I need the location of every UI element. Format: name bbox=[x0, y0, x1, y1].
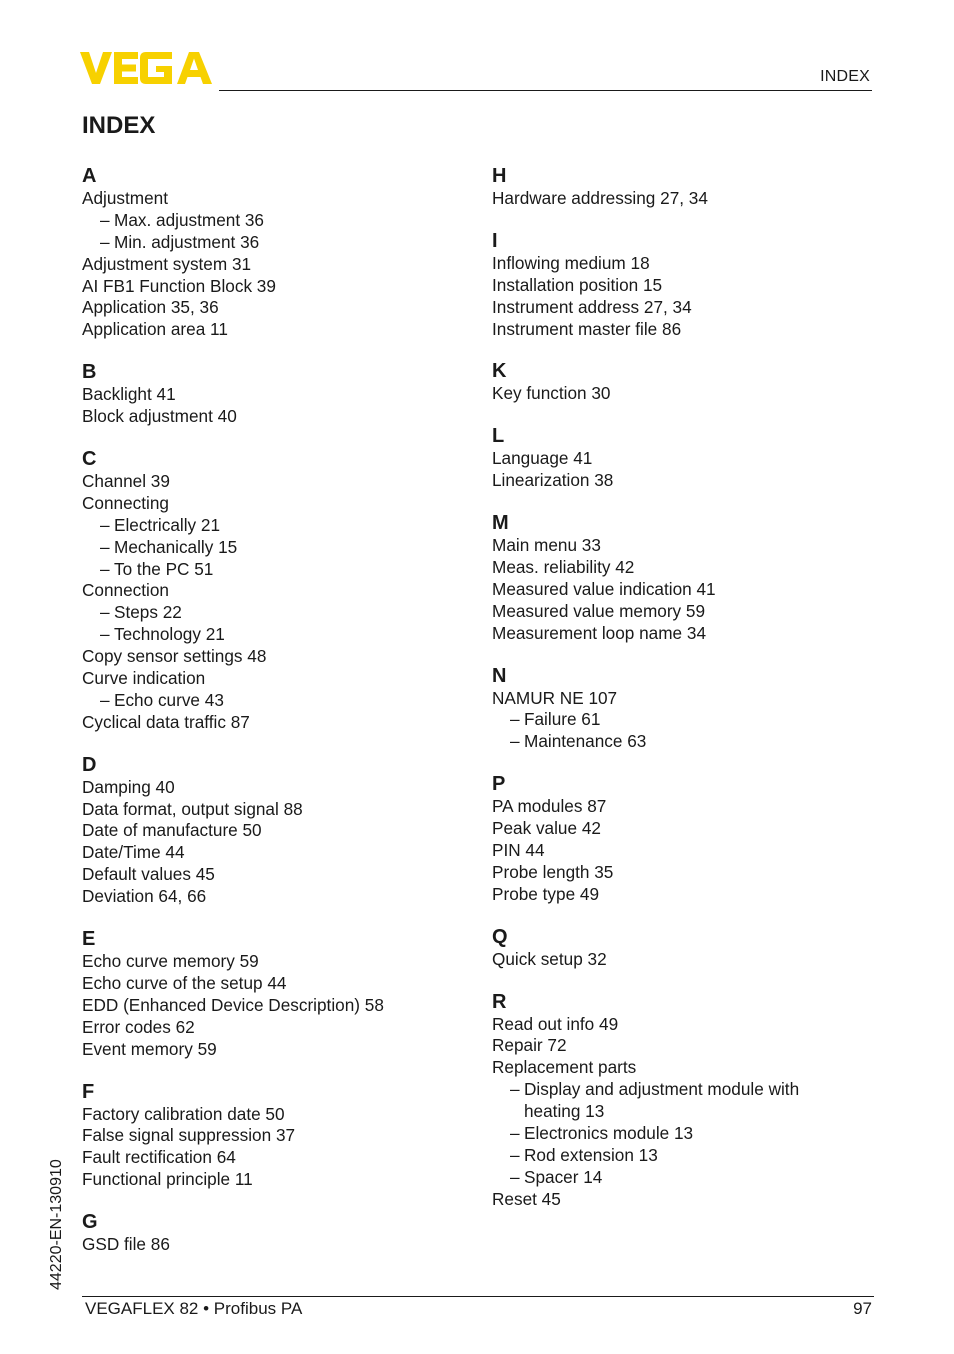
index-entry: Data format, output signal 88 bbox=[82, 798, 303, 819]
index-section-l bbox=[492, 424, 892, 492]
header-section-label: INDEX bbox=[820, 68, 870, 85]
index-section-e bbox=[82, 927, 482, 1060]
index-entry: Deviation 64, 66 bbox=[82, 886, 207, 907]
index-entry: Peak value 42 bbox=[492, 818, 601, 839]
dash-glyph: – bbox=[100, 689, 110, 710]
index-entry: PIN 44 bbox=[492, 840, 545, 861]
index-section-m bbox=[492, 511, 892, 644]
section-letter: A bbox=[82, 165, 97, 187]
index-entry: Replacement parts bbox=[492, 1057, 637, 1078]
section-letter: H bbox=[492, 165, 507, 187]
index-subentry bbox=[82, 210, 482, 232]
section-letter: C bbox=[82, 448, 97, 471]
header-rule bbox=[219, 90, 872, 91]
index-entry: EDD (Enhanced Device Description) 58 bbox=[82, 994, 384, 1015]
index-entry: Cyclical data traffic 87 bbox=[82, 711, 250, 732]
subentry-text: Maintenance 63 bbox=[524, 731, 647, 752]
index-column-right bbox=[492, 164, 892, 1211]
index-entry: Application 35, 36 bbox=[82, 297, 219, 318]
index-entry: Measured value memory 59 bbox=[492, 600, 706, 621]
index-subentry bbox=[82, 537, 482, 559]
index-entry: Language 41 bbox=[492, 448, 593, 469]
index-entry: NAMUR NE 107 bbox=[492, 687, 618, 708]
index-entry: GSD file 86 bbox=[82, 1234, 170, 1255]
section-letter: L bbox=[492, 425, 505, 448]
dash-glyph: – bbox=[510, 709, 520, 730]
index-entry: Copy sensor settings 48 bbox=[82, 646, 267, 667]
section-letter: D bbox=[82, 753, 97, 776]
dash-glyph: – bbox=[510, 1123, 520, 1144]
subentry-text: Steps 22 bbox=[114, 602, 182, 623]
index-section-i bbox=[492, 229, 892, 341]
section-letter: E bbox=[82, 928, 96, 951]
index-entry: Application area 11 bbox=[82, 319, 228, 340]
index-entry: Main menu 33 bbox=[492, 535, 601, 556]
index-subentry bbox=[82, 559, 482, 581]
index-entry: False signal suppression 37 bbox=[82, 1125, 296, 1146]
dash-glyph: – bbox=[510, 1079, 520, 1100]
index-section-n bbox=[492, 664, 892, 754]
index-entry: Measurement loop name 34 bbox=[492, 622, 707, 643]
index-entry: Installation position 15 bbox=[492, 274, 663, 295]
index-entry: AI FB1 Function Block 39 bbox=[82, 275, 276, 296]
index-entry: Adjustment bbox=[82, 188, 168, 208]
index-subentry bbox=[492, 1123, 892, 1145]
index-entry: Meas. reliability 42 bbox=[492, 557, 635, 578]
page-title: INDEX bbox=[82, 112, 156, 139]
index-entry: Linearization 38 bbox=[492, 470, 614, 491]
index-column-left bbox=[82, 164, 482, 1256]
index-section-c bbox=[82, 447, 482, 734]
index-entry: Factory calibration date 50 bbox=[82, 1103, 285, 1124]
section-letter: B bbox=[82, 361, 97, 384]
index-entry: Instrument master file 86 bbox=[492, 318, 682, 339]
dash-glyph: – bbox=[100, 602, 110, 623]
index-section-r bbox=[492, 990, 892, 1211]
index-entry: Instrument address 27, 34 bbox=[492, 296, 692, 317]
section-letter: M bbox=[492, 512, 509, 535]
section-letter: R bbox=[492, 990, 507, 1013]
footer-product-name: VEGAFLEX 82 • Profibus PA bbox=[85, 1299, 303, 1318]
index-entry: Date of manufacture 50 bbox=[82, 820, 262, 841]
page-number: 97 bbox=[853, 1299, 872, 1318]
index-subentry bbox=[492, 1145, 892, 1167]
section-letter: Q bbox=[492, 925, 508, 948]
index-entry: Error codes 62 bbox=[82, 1016, 195, 1037]
dash-glyph: – bbox=[510, 1166, 520, 1187]
vega-logo bbox=[80, 52, 212, 84]
index-section-g bbox=[82, 1210, 482, 1256]
index-section-a bbox=[82, 164, 482, 341]
section-letter: K bbox=[492, 360, 507, 383]
subentry-text: Electrically 21 bbox=[114, 514, 221, 535]
index-entry: Measured value indication 41 bbox=[492, 578, 716, 599]
subentry-text: Electronics module 13 bbox=[524, 1123, 694, 1144]
section-letter: I bbox=[492, 229, 498, 252]
dash-glyph: – bbox=[100, 558, 110, 579]
index-entry: Connection bbox=[82, 580, 169, 601]
subentry-text: Failure 61 bbox=[524, 709, 601, 730]
subentry-text: Echo curve 43 bbox=[114, 689, 224, 710]
dash-glyph: – bbox=[510, 731, 520, 752]
footer-rule bbox=[82, 1296, 874, 1297]
dash-glyph: – bbox=[100, 231, 110, 252]
dash-glyph: – bbox=[100, 536, 110, 557]
index-entry: Connecting bbox=[82, 492, 169, 513]
document-code: 44220-EN-130910 bbox=[48, 1159, 65, 1290]
index-section-p bbox=[492, 772, 892, 905]
subentry-text: Spacer 14 bbox=[524, 1166, 603, 1187]
index-entry: Functional principle 11 bbox=[82, 1169, 253, 1190]
index-entry: Block adjustment 40 bbox=[82, 406, 237, 427]
section-letter: N bbox=[492, 664, 507, 687]
index-entry: Probe type 49 bbox=[492, 883, 600, 904]
index-section-q bbox=[492, 925, 892, 971]
dash-glyph: – bbox=[100, 514, 110, 535]
index-subentry bbox=[82, 602, 482, 624]
index-section-h bbox=[492, 164, 892, 210]
index-entry: Adjustment system 31 bbox=[82, 253, 252, 274]
index-subentry bbox=[82, 624, 482, 646]
subentry-text: Rod extension 13 bbox=[524, 1144, 658, 1165]
dash-glyph: – bbox=[510, 1144, 520, 1165]
subentry-text: Mechanically 15 bbox=[114, 536, 238, 557]
index-entry: Channel 39 bbox=[82, 471, 170, 492]
index-entry: Read out info 49 bbox=[492, 1013, 619, 1034]
index-subentry bbox=[492, 731, 892, 753]
index-subentry bbox=[82, 690, 482, 712]
index-entry: Repair 72 bbox=[492, 1035, 567, 1056]
index-subentry bbox=[492, 709, 892, 731]
dash-glyph: – bbox=[100, 624, 110, 645]
index-entry: Backlight 41 bbox=[82, 384, 176, 405]
index-entry: PA modules 87 bbox=[492, 796, 607, 817]
section-letter: P bbox=[492, 773, 506, 796]
index-subentry bbox=[492, 1167, 892, 1189]
index-subentry bbox=[82, 515, 482, 537]
index-section-f bbox=[82, 1080, 482, 1192]
index-section-b bbox=[82, 360, 482, 428]
index-entry: Curve indication bbox=[82, 668, 206, 689]
index-entry: Quick setup 32 bbox=[492, 948, 607, 969]
subentry-text: Min. adjustment 36 bbox=[114, 231, 260, 252]
section-letter: G bbox=[82, 1211, 98, 1234]
index-subentry bbox=[82, 232, 482, 254]
index-entry: Probe length 35 bbox=[492, 861, 614, 882]
subentry-text: Max. adjustment 36 bbox=[114, 209, 264, 230]
index-entry: Default values 45 bbox=[82, 864, 215, 885]
index-entry: Reset 45 bbox=[492, 1188, 561, 1209]
index-entry: Echo curve memory 59 bbox=[82, 951, 259, 972]
index-section-k bbox=[492, 359, 892, 405]
index-entry: Event memory 59 bbox=[82, 1038, 217, 1059]
index-entry: Inflowing medium 18 bbox=[492, 252, 650, 273]
section-letter: F bbox=[82, 1080, 95, 1103]
index-entry: Key function 30 bbox=[492, 383, 611, 404]
index-entry: Hardware addressing 27, 34 bbox=[492, 188, 708, 208]
index-entry: Fault rectification 64 bbox=[82, 1147, 236, 1168]
index-entry: Echo curve of the setup 44 bbox=[82, 972, 287, 993]
index-subentry bbox=[492, 1079, 892, 1123]
dash-glyph: – bbox=[100, 209, 110, 230]
index-section-d bbox=[82, 753, 482, 908]
index-entry: Damping 40 bbox=[82, 776, 175, 797]
subentry-text: To the PC 51 bbox=[114, 558, 214, 579]
subentry-text: Display and adjustment module with heating 13 bbox=[524, 1079, 800, 1122]
subentry-text: Technology 21 bbox=[114, 624, 225, 645]
index-entry: Date/Time 44 bbox=[82, 842, 185, 863]
